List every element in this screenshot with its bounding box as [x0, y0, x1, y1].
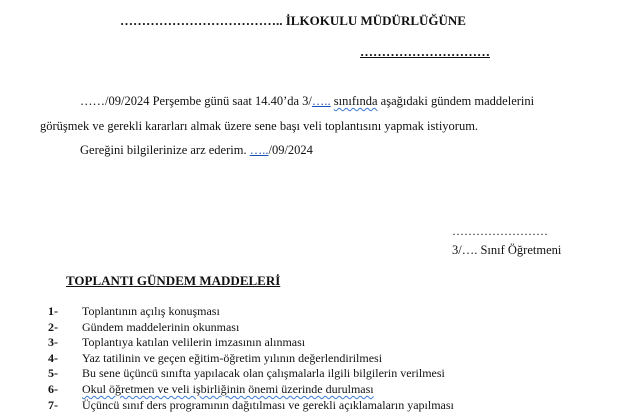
agenda-item-text: Okul öğretmen ve veli işbirliğinin önemi üzerinde durulması [82, 381, 374, 396]
agenda-item [48, 304, 454, 320]
agenda-item-number: 3- [48, 335, 58, 350]
signature-dots: …………………… [452, 224, 548, 238]
class-blank: ….. [311, 94, 331, 108]
agenda-item [48, 351, 454, 367]
p1-text-b: aşağıdaki gündem maddelerini [380, 94, 535, 108]
agenda-item-number: 6- [48, 381, 58, 396]
paragraph-1 [80, 94, 534, 109]
agenda-item [48, 382, 454, 398]
agenda-item-number: 1- [48, 304, 58, 318]
agenda-item [48, 335, 454, 351]
paragraph-2: görüşmek ve gerekli kararları almak üzere sene başı veli toplantısını yapmak istiyorum. [40, 119, 479, 133]
agenda-list [48, 304, 454, 413]
heading-dots: ……………………………….. [120, 13, 283, 28]
recipient-dots: ………………………… [360, 44, 490, 59]
agenda-item-text: Bu sene üçüncü sınıfta yapılacak olan çalışmalarla ilgili bilgilerin verilmesi [82, 366, 445, 381]
signature-label: 3/…. Sınıf Öğretmeni [452, 243, 562, 257]
date-blank: ….. [249, 143, 269, 157]
agenda-item-text: Gündem maddelerinin okunması [82, 319, 240, 334]
agenda-item-text: Üçüncü sınıf ders programının dağıtılması ve gerekli açıklamaların yapılması [82, 397, 454, 412]
p1-class-word: sınıfında [333, 94, 378, 108]
agenda-item [48, 366, 454, 382]
agenda-title: TOPLANTI GÜNDEM MADDELERİ [66, 273, 281, 288]
agenda-item-text: Toplantıya katılan velilerin imzasının alınması [82, 335, 306, 350]
p1-text-a: ……/09/2024 Perşembe günü saat 14.40’da 3/ [80, 94, 312, 108]
agenda-item-number: 2- [48, 319, 58, 334]
agenda-item-number: 4- [48, 350, 58, 365]
agenda-item-number: 7- [48, 397, 58, 412]
agenda-item-text: Toplantının açılış konuşması [82, 304, 220, 318]
agenda-item-text: Yaz tatilinin ve geçen eğitim-öğretim yılının değerlendirilmesi [82, 350, 383, 365]
agenda-item [48, 320, 454, 336]
heading-title: İLKOKULU MÜDÜRLÜĞÜNE [285, 13, 466, 28]
p3-text-b: /09/2024 [268, 143, 313, 157]
agenda-item-number: 5- [48, 366, 58, 381]
p3-text-a: Gereğini bilgilerinize arz ederim. [80, 143, 247, 157]
paragraph-3 [80, 143, 313, 158]
letter-heading [120, 13, 466, 29]
agenda-item [48, 398, 454, 413]
